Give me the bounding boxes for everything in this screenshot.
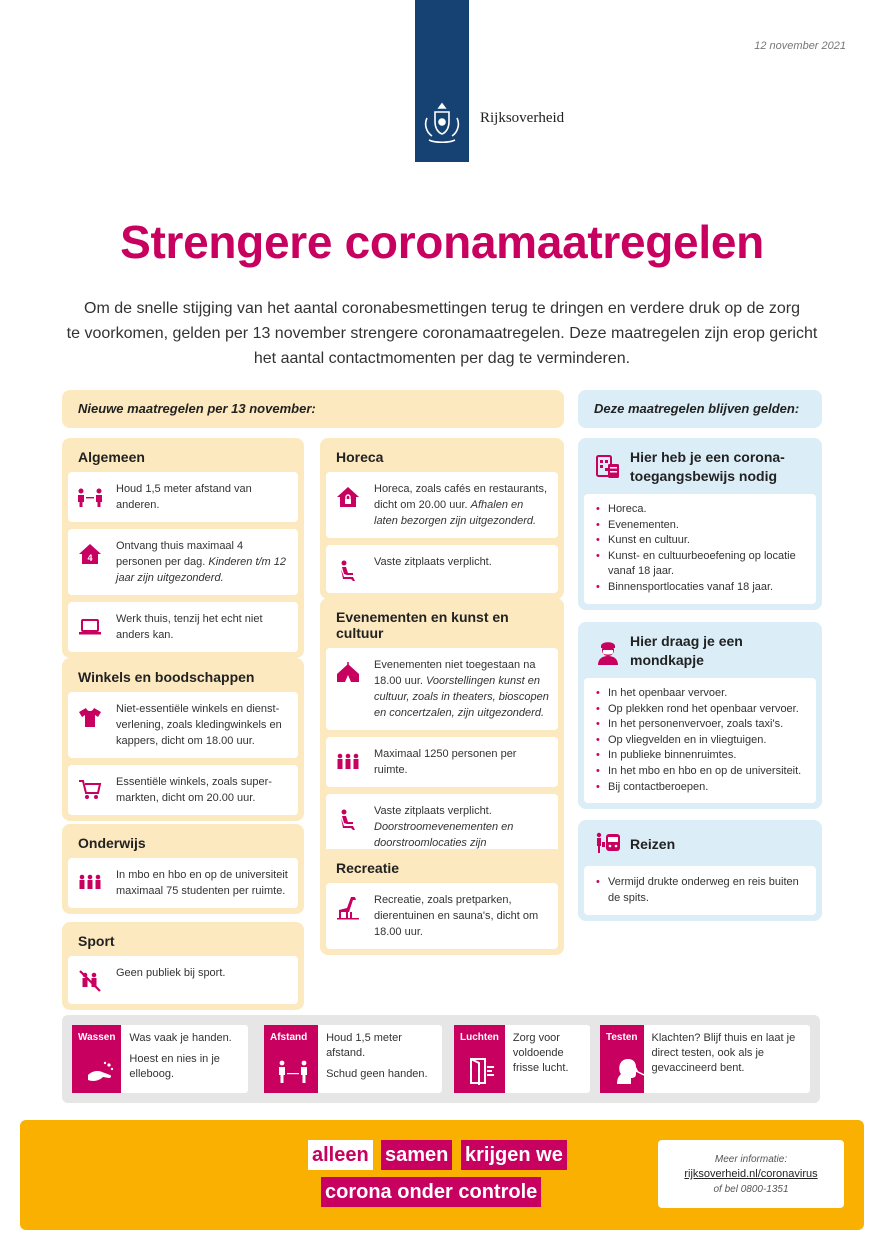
list-item: • Horeca. bbox=[596, 502, 806, 518]
list-item: • In het openbaar vervoer. bbox=[596, 686, 806, 702]
house-4-icon bbox=[76, 540, 104, 568]
new-measures-heading: Nieuwe maatregelen per 13 november: bbox=[62, 390, 564, 428]
rule-tag-label: Wassen bbox=[78, 1032, 116, 1043]
rule-line: Was vaak je handen. bbox=[129, 1032, 232, 1044]
giraffe-icon bbox=[334, 894, 362, 922]
logo-text: Rijksoverheid bbox=[480, 110, 565, 126]
slogan-word-krijgen-we: krijgen we bbox=[461, 1140, 567, 1170]
svg-text:4: 4 bbox=[87, 553, 93, 563]
card-header bbox=[584, 828, 816, 866]
measure-text-note: Doorstroomevenementen en doorstroomlocaties zijn bbox=[374, 821, 514, 849]
rule-text bbox=[505, 1025, 590, 1093]
card-title-line: Hier heb je een corona- bbox=[630, 449, 785, 465]
rule-tag bbox=[454, 1025, 505, 1093]
measure-text: Niet-essentiële winkels en dienst-verlening, zoals kledingwinkels en kappers, dicht om 18.00 uur. bbox=[116, 703, 282, 747]
rule-line: Klachten? Blijf thuis en laat je direct testen, ook als je gevaccineerd bent. bbox=[651, 1032, 796, 1074]
info-phone: of bel 0800-1351 bbox=[713, 1184, 789, 1195]
measure-text: Houd 1,5 meter afstand van anderen. bbox=[116, 483, 252, 511]
rule-tag-label: Luchten bbox=[460, 1032, 499, 1043]
more-info-box bbox=[658, 1140, 844, 1208]
measure-text: Werk thuis, tenzij het echt niet anders kan. bbox=[116, 613, 263, 641]
measure-item bbox=[326, 883, 558, 949]
rule-text bbox=[121, 1025, 248, 1093]
slogan-line-2: corona onder controle bbox=[321, 1177, 541, 1207]
measure-item bbox=[68, 765, 298, 815]
card-mondkapje bbox=[578, 622, 822, 809]
remaining-measures-heading: Deze maatregelen blijven gelden: bbox=[578, 390, 822, 428]
no-audience-icon bbox=[76, 967, 104, 995]
card-title: Winkels en boodschappen bbox=[78, 669, 255, 685]
list-item: • Op vliegvelden en in vliegtuigen. bbox=[596, 733, 806, 749]
measure-item bbox=[68, 602, 298, 652]
slogan-word-samen: samen bbox=[381, 1140, 452, 1170]
measure-text-main: Ontvang thuis maximaal 4 personen per dag. bbox=[116, 540, 244, 568]
measure-text: Geen publiek bij sport. bbox=[116, 967, 226, 979]
measure-list bbox=[584, 494, 816, 604]
logo-bar bbox=[415, 0, 469, 162]
measure-list bbox=[584, 866, 816, 915]
distance-icon bbox=[278, 1059, 308, 1085]
basic-rules-bar bbox=[62, 1015, 820, 1103]
rule-line: Hoest en nies in je elleboog. bbox=[129, 1053, 220, 1080]
tshirt-icon bbox=[76, 703, 104, 731]
coat-of-arms-icon bbox=[419, 100, 465, 146]
measure-item bbox=[326, 472, 558, 538]
document-date: 12 november 2021 bbox=[754, 40, 846, 52]
tent-icon bbox=[334, 659, 362, 687]
rule-tag bbox=[600, 1025, 644, 1093]
card-title: Evenementen en kunst en cultuur bbox=[336, 609, 509, 641]
list-item: • Op plekken rond het openbaar vervoer. bbox=[596, 702, 806, 718]
page-title: Strengere coronamaatregelen bbox=[120, 216, 764, 268]
card-horeca bbox=[320, 438, 564, 599]
card-toegangsbewijs bbox=[578, 438, 822, 610]
measure-text-main: Evenementen niet toegestaan na 18.00 uur. bbox=[374, 659, 536, 687]
card-title: Sport bbox=[78, 933, 115, 949]
card-title-line: mondkapje bbox=[630, 652, 704, 668]
card-title: Horeca bbox=[336, 449, 384, 465]
card-title: Recreatie bbox=[336, 860, 400, 876]
list-item: • In het mbo en hbo en op de universiteit. bbox=[596, 764, 806, 780]
rule-wassen bbox=[72, 1025, 248, 1093]
card-title bbox=[630, 448, 785, 486]
measure-text bbox=[374, 481, 550, 529]
list-item: • Vermijd drukte onderweg en reis buiten de spits. bbox=[596, 875, 806, 906]
seat-icon bbox=[334, 805, 362, 833]
measure-text: Maximaal 1250 personen per ruimte. bbox=[374, 748, 517, 776]
card-title: Algemeen bbox=[78, 449, 145, 465]
cart-icon bbox=[76, 776, 104, 804]
measure-item bbox=[326, 737, 558, 787]
rule-tag bbox=[264, 1025, 318, 1093]
seat-icon bbox=[334, 556, 362, 584]
rule-testen bbox=[600, 1025, 810, 1093]
list-item: • Binnensportlocaties vanaf 18 jaar. bbox=[596, 580, 806, 596]
card-winkels bbox=[62, 658, 304, 821]
card-onderwijs bbox=[62, 824, 304, 914]
list-item: • Evenementen. bbox=[596, 518, 806, 534]
measure-text-main: Horeca, zoals cafés en restaurants, dicht om 20.00 uur. bbox=[374, 483, 548, 511]
group-icon bbox=[76, 869, 104, 897]
card-title: Onderwijs bbox=[78, 835, 146, 851]
handwash-icon bbox=[86, 1061, 116, 1085]
measure-item bbox=[68, 472, 298, 522]
distance-icon bbox=[76, 483, 104, 511]
measure-text-main: Vaste zitplaats verplicht. bbox=[374, 805, 492, 817]
measure-text bbox=[116, 538, 290, 586]
list-item: • Kunst en cultuur. bbox=[596, 533, 806, 549]
rule-luchten bbox=[454, 1025, 590, 1093]
intro-line: te voorkomen, gelden per 13 november strengere coronamaatregelen. Deze maatregelen zijn erop gericht bbox=[66, 325, 818, 342]
train-traveler-icon bbox=[594, 830, 622, 858]
rule-text bbox=[318, 1025, 442, 1093]
list-item: • In publieke binnenruimtes. bbox=[596, 748, 806, 764]
rule-tag bbox=[72, 1025, 121, 1093]
rule-tag-label: Afstand bbox=[270, 1032, 308, 1043]
intro-text bbox=[62, 296, 822, 371]
rule-text bbox=[644, 1025, 811, 1093]
test-swab-icon bbox=[614, 1057, 644, 1085]
measure-text-note: Voorstellingen kunst en cultuur, zoals in theaters, bioscopen en concertzalen, zijn uitgezonderd. bbox=[374, 675, 549, 719]
info-link[interactable]: rijksoverheid.nl/coronavirus bbox=[684, 1168, 818, 1180]
info-label: Meer informatie: bbox=[714, 1154, 788, 1165]
measure-text: In mbo en hbo en op de universiteit maximaal 75 studenten per ruimte. bbox=[116, 869, 288, 897]
card-evenementen bbox=[320, 598, 564, 882]
rule-afstand bbox=[264, 1025, 442, 1093]
measure-text-note: Kinderen t/m 12 jaar zijn uitgezonderd. bbox=[116, 556, 287, 584]
list-item: • Bij contactberoepen. bbox=[596, 780, 806, 796]
card-title-line: Hier draag je een bbox=[630, 633, 743, 649]
intro-line: het aantal contactmomenten per dag te verminderen. bbox=[253, 350, 631, 367]
slogan-word-alleen: alleen bbox=[308, 1140, 373, 1170]
measure-item bbox=[326, 648, 558, 730]
card-title bbox=[630, 632, 743, 670]
card-header bbox=[584, 446, 816, 494]
laptop-icon bbox=[76, 613, 104, 641]
window-icon bbox=[468, 1057, 496, 1085]
measure-text: Vaste zitplaats verplicht. bbox=[374, 556, 492, 568]
card-title: Reizen bbox=[630, 835, 676, 852]
measure-item bbox=[68, 956, 298, 1004]
card-sport bbox=[62, 922, 304, 1010]
measure-item bbox=[68, 692, 298, 758]
face-mask-icon bbox=[594, 637, 622, 665]
crowd-icon bbox=[334, 748, 362, 776]
list-item: • In het personenvervoer, zoals taxi's. bbox=[596, 717, 806, 733]
measure-text-note: Afhalen en laten bezorgen zijn uitgezonderd. bbox=[374, 499, 537, 527]
rule-line: Schud geen handen. bbox=[326, 1068, 428, 1080]
measure-item bbox=[68, 858, 298, 908]
measure-text: Recreatie, zoals pretparken, dierentuinen en sauna's, dicht om 18.00 uur. bbox=[374, 894, 539, 938]
card-reizen bbox=[578, 820, 822, 921]
rule-line: Houd 1,5 meter afstand. bbox=[326, 1032, 402, 1059]
list-item: • Kunst- en cultuurbeoefening op locatie vanaf 18 jaar. bbox=[596, 549, 806, 580]
measure-text: Essentiële winkels, zoals super-markten, dicht om 20.00 uur. bbox=[116, 776, 272, 804]
rule-line: Zorg voor voldoende frisse lucht. bbox=[512, 1032, 569, 1074]
qr-document-icon bbox=[594, 453, 622, 481]
card-header bbox=[584, 630, 816, 678]
measure-list bbox=[584, 678, 816, 803]
locked-house-icon bbox=[334, 483, 362, 511]
card-title-line: toegangsbewijs nodig bbox=[630, 468, 778, 484]
measure-item bbox=[68, 529, 298, 595]
measure-text bbox=[374, 657, 550, 721]
footer-banner bbox=[20, 1120, 864, 1230]
intro-line: Om de snelle stijging van het aantal coronabesmettingen terug te dringen en verdere druk op de zorg bbox=[84, 300, 800, 317]
rule-tag-label: Testen bbox=[606, 1032, 638, 1043]
card-recreatie bbox=[320, 849, 564, 955]
measure-item bbox=[326, 545, 558, 593]
card-algemeen bbox=[62, 438, 304, 658]
